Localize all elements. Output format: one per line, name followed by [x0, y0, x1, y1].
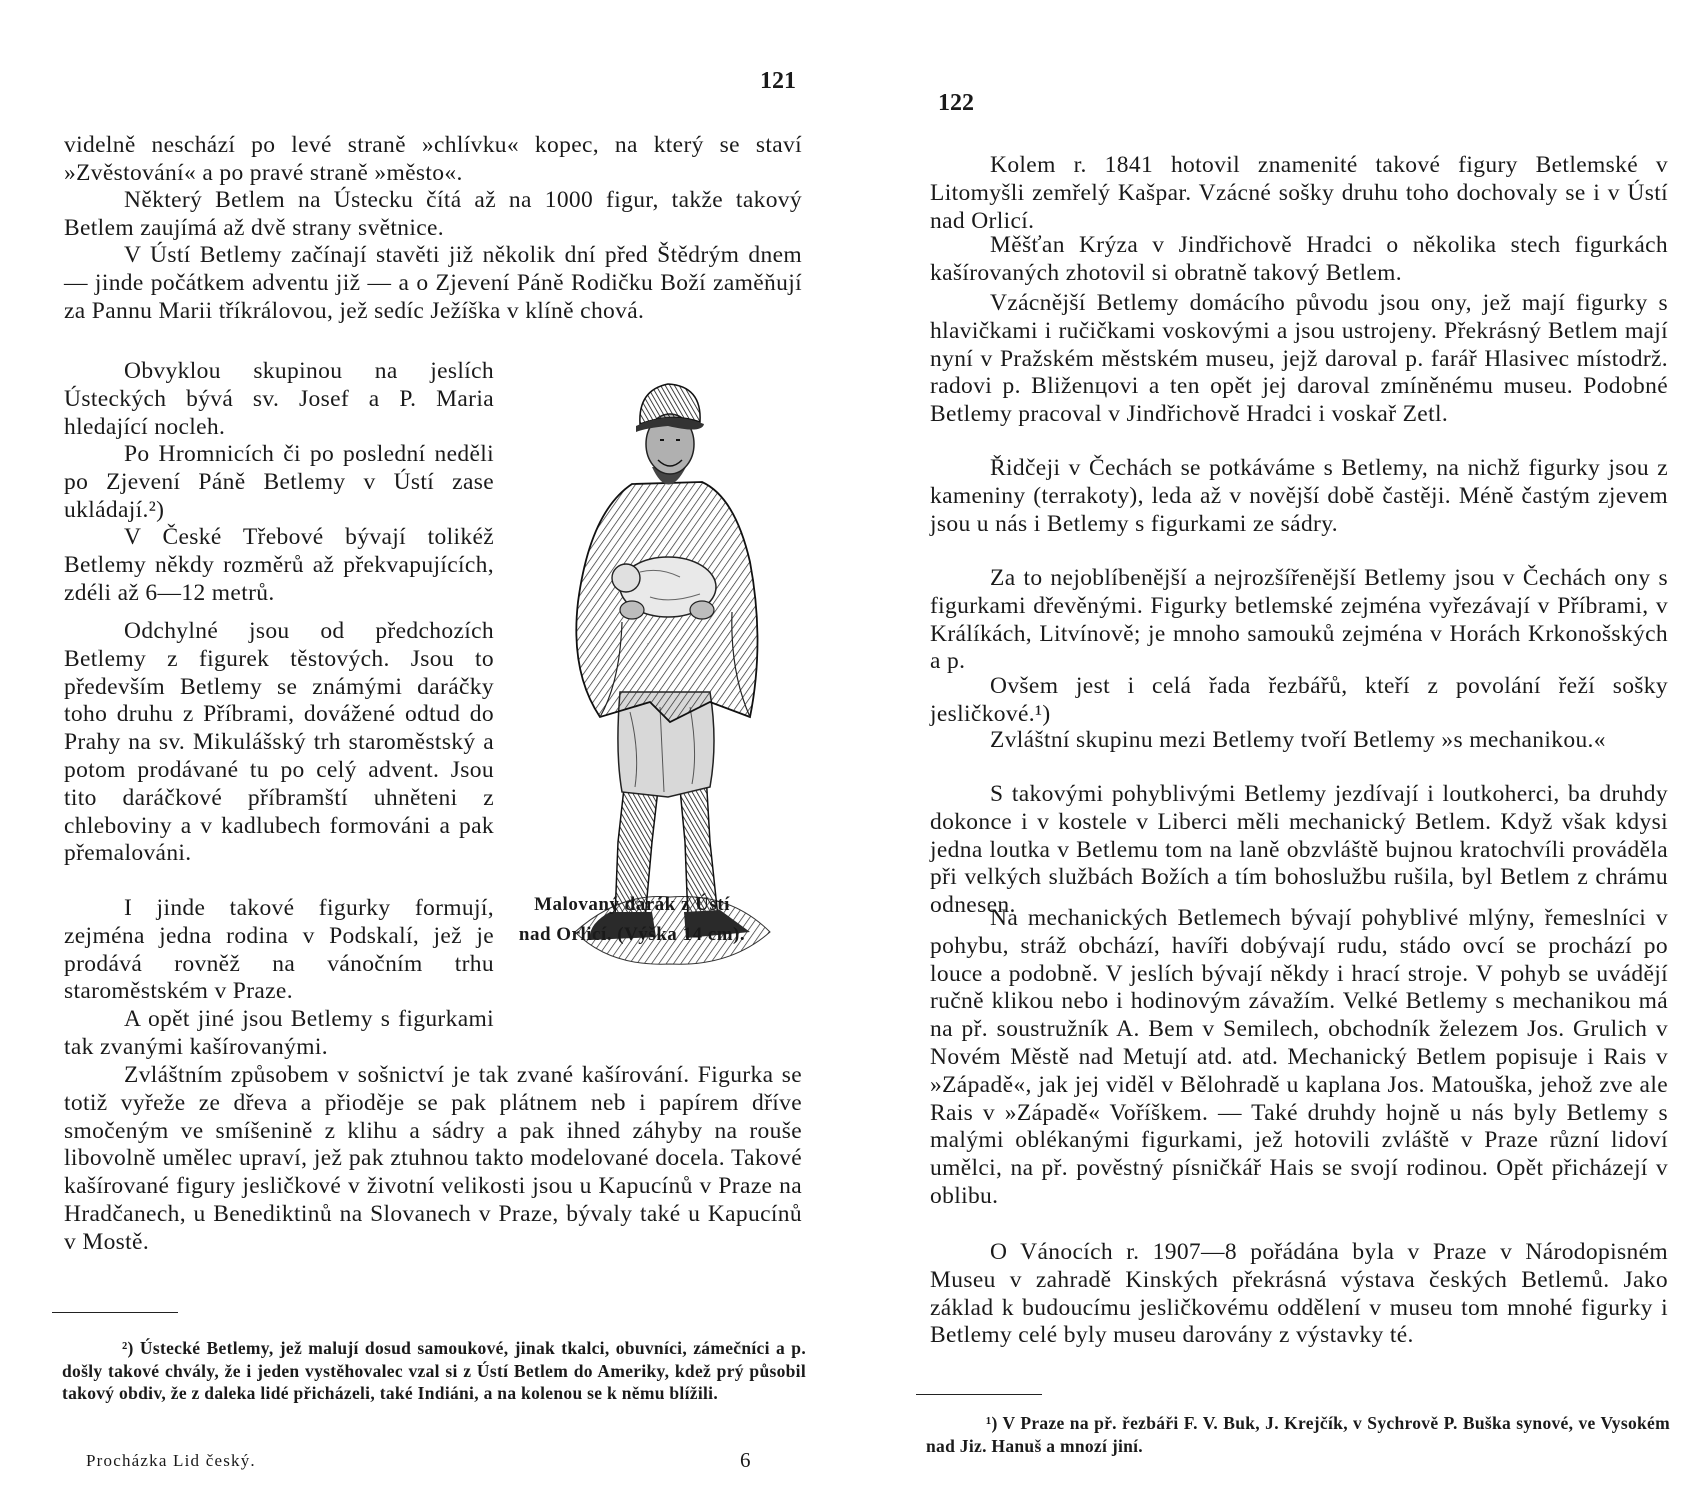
right-paragraph: Kolem r. 1841 hotovil znamenité takové figury Betlemské v Litomyšli zemřelý Kašpar. Vzácné sošky druhu toho dochovaly se i v Ústí nad Orlicí. [930, 152, 1668, 234]
right-paragraph: O Vánocích r. 1907—8 pořádána byla v Praze v Národopisném Museu v zahradě Kinských překrásná výstava českých Betlemů. Jako základ k budoucímu jesličkovému oddělení v museu tom mnohé figurky i Betlemy celé byly museu darovány z výstavky té. [930, 1239, 1668, 1349]
right-paragraph: Zvláštní skupinu mezi Betlemy tvoří Betlemy »s mechanikou.« [990, 727, 1606, 753]
left-paragraph: V České Třebové bývají tolikéž Betlemy někdy rozměrů až překvapujících, zdéli až 6—12 metrů. [64, 524, 494, 606]
left-paragraph: Po Hromnicích či po poslední neděli po Zjevení Páně Betlemy v Ústí zase ukládají.²) [64, 441, 494, 523]
left-paragraph: A opět jiné jsou Betlemy s figurkami tak zvanými kašírovanými. [64, 1006, 494, 1060]
left-paragraph: V Ústí Betlemy začínají stavěti již několik dní před Štědrým dnem — jinde počátkem adventu již — a o Zjevení Páně Rodičku Boží zaměňují za Pannu Marii tříkrálovou, jež sedíc Ježíška v klíně chová. [64, 242, 802, 324]
caption-line: nad Orlicí. (Výška 14 cm). [518, 924, 746, 945]
left-paragraph: videlně neschází po levé straně »chlívku« kopec, na který se staví »Zvěstování« a po pravé straně »město«. [64, 132, 802, 186]
footnote-divider [916, 1394, 1042, 1395]
left-paragraph: Zvláštním způsobem v sošnictví je tak zvané kašírování. Figurka se totiž vyřeže ze dřeva a přioděje se pak plátnem neb i papírem dříve smočeným ve smíšenině z klihu a sádry a pak ihned záhyby na rouše libovolně umělec upraví, jež pak ztuhnou takto modelované docela. Takové kašírované figury jesličkové v životní velikosti jsou u Kapucínů v Praze na Hradčanech, u Benediktinů na Slovanech v Praze, bývaly také u Kapucínů v Mostě. [64, 1062, 802, 1255]
left-paragraph: Některý Betlem na Ústecku čítá až na 1000 figur, takže takový Betlem zaujímá až dvě strany světnice. [64, 187, 802, 241]
left-paragraph: Odchylné jsou od předchozích Betlemy z figurek těstových. Jsou to především Betlemy se známými daráčky toho druhu z Příbrami, dovážené odtud do Prahy na sv. Mikulášský trh staroměstský a potom prodávané tu po celý advent. Jsou tito daráčkové příbramští uhněteni z chleboviny a v kadlubech formováni a pak přemalováni. [64, 618, 494, 867]
figurine-illustration [560, 372, 780, 972]
left-footnote: ²) Ústecké Betlemy, jež malují dosud samoukové, jinak tkalci, obuvníci, zámečníci a p. došly takové chvály, že i jeden vystěhovalec vzal si z Ústí Betlem do Ameriky, kdež prý působil takový obdiv, že z daleka lidé přicházeli, také Indiáni, a na kolenou se k němu blížili. [62, 1338, 806, 1403]
page-number-right: 122 [938, 90, 974, 116]
caption-line: Malovaný darák z Ústí [534, 894, 730, 915]
right-page [880, 0, 1704, 1500]
page-number-left: 121 [760, 68, 796, 94]
right-paragraph: S takovými pohyblivými Betlemy jezdívají i loutkoherci, ba druhdy dokonce i v kostele v Liberci měli mechanický Betlem. Když však kdysi jedna loutka v Betlemu tom na laně obzvláště bujnou kratochvíli prováděla při velkých službách Božích a tím bohoslužbu rušila, byl Betlem z chrámu odnesen. [930, 781, 1668, 919]
right-paragraph: Na mechanických Betlemech bývají pohyblivé mlýny, řemeslníci v pohybu, stráž obchází, havíři dobývají rudu, stádo ovcí se prochází po louce a podobně. V jeslích bývají někdy i hrací stroje. V pohyb se uvádějí ručně klikou nebo i hodinovým závažím. Velké Betlemy s mechanikou má na př. soustružník A. Bem v Semilech, obchodník železem Jos. Grulich v Novém Městě nad Metují atd. atd. Mechanický Betlem popisuje i Rais v »Západě«, jak jej viděl v Bělohradě u kaplana Jos. Matouška, jehož zve ale Rais v »Západě« Voříškem. — Také druhdy hojně u nás byly Betlemy s malými oblékanými figurkami, jež hotovili zvláště v Praze různí lidoví umělci, na př. pověstný písničkář Hais se svojí rodinou. Opět přicházejí v oblibu. [930, 905, 1668, 1209]
footnote-divider [52, 1312, 178, 1313]
printer-signature: Procházka Lid český. [86, 1451, 256, 1470]
right-paragraph: Měšťan Krýza v Jindřichově Hradci o několika stech figurkách kašírovaných zhotovil si obratně takový Betlem. [930, 232, 1668, 286]
figure-caption [472, 890, 792, 950]
right-footnote: ¹) V Praze na př. řezbáři F. V. Buk, J. Krejčík, v Sychrově P. Buška synové, ve Vysokém nad Jiz. Hanuš a mnozí jiní. [926, 1413, 1670, 1456]
left-paragraph: Obvyklou skupinou na jeslích Ústeckých bývá sv. Josef a P. Maria hledající nocleh. [64, 358, 494, 440]
sheet-number: 6 [740, 1448, 752, 1472]
right-paragraph: Ovšem jest i celá řada řezbářů, kteří z povolání řeží sošky jesličkové.¹) [930, 673, 1668, 727]
left-paragraph: I jinde takové figurky formují, zejména jedna rodina v Podskalí, jež je prodává rovněž na vánočním trhu staroměstském v Praze. [64, 895, 494, 1005]
right-paragraph: Za to nejoblíbenější a nejrozšířenější Betlemy jsou v Čechách ony s figurkami dřevěnými. Figurky betlemské zejména vyřezávají v Příbrami, v Králíkách, Litvínově; je mnoho samouků zejména v Horách Krkonošských a p. [930, 565, 1668, 675]
right-paragraph: Vzácnější Betlemy domácího původu jsou ony, jež mají figurky s hlavičkami i ručičkami voskovými a jsou ustrojeny. Překrásný Betlem mají nyní v Pražském městském museu, jejž daroval p. farář Hlasivec místodrž. radovi p. Bliženцovi a ten opět jej daroval zmíněnému museu. Podobné Betlemy pracoval v Jindřichově Hradci i voskař Zetl. [930, 290, 1668, 428]
right-paragraph: Řidčeji v Čechách se potkáváme s Betlemy, na nichž figurky jsou z kameniny (terrakoty), leda až v novější době častěji. Méně častým zjevem jsou u nás i Betlemy s figurkami ze sádry. [930, 455, 1668, 537]
